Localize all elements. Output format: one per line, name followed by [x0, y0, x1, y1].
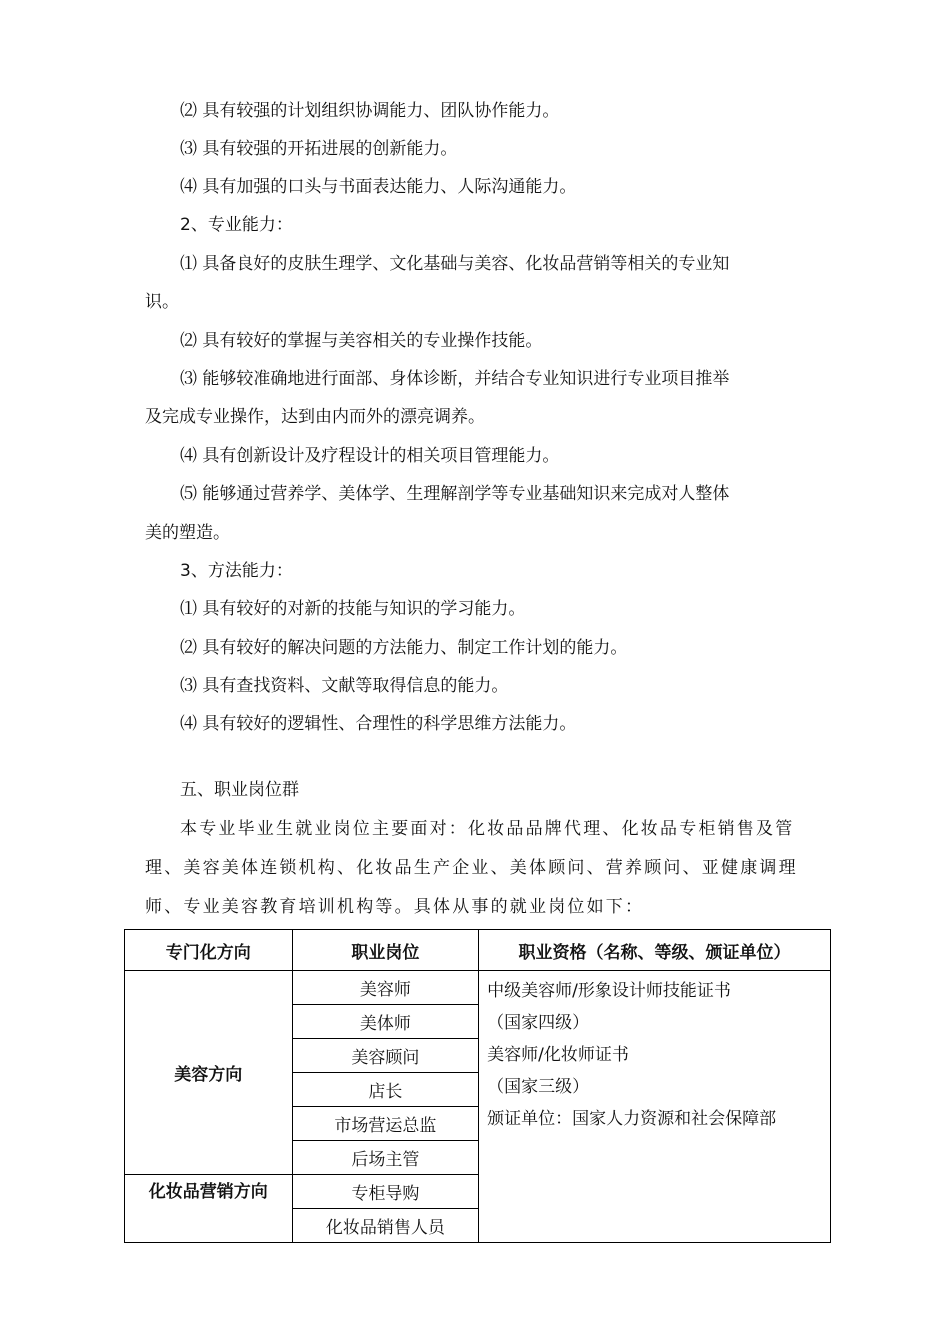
direction-cell: 美容方向	[125, 971, 293, 1175]
table-row	[125, 971, 831, 1005]
position-cell: 后场主管	[292, 1141, 479, 1175]
qualification-line: （国家三级）	[487, 1077, 590, 1097]
position-cell: 美容顾问	[292, 1039, 479, 1073]
qualification-line: 中级美容师/形象设计师技能证书	[487, 981, 731, 1001]
header-position: 职业岗位	[292, 930, 479, 971]
text-line: 美的塑造。	[145, 523, 230, 543]
text-line: ⑷ 具有较好的逻辑性、合理性的科学思维方法能力。	[180, 714, 577, 734]
text-line: ⑴ 具有较好的对新的技能与知识的学习能力。	[180, 599, 526, 619]
table-header-row	[125, 930, 831, 971]
position-cell: 美容师	[292, 971, 479, 1005]
qualification-line: （国家四级）	[487, 1013, 590, 1033]
jobs-table	[124, 929, 831, 1243]
position-cell: 美体师	[292, 1005, 479, 1039]
direction-cell: 化妆品营销方向	[125, 1175, 293, 1243]
intro-line: 本专业毕业生就业岗位主要面对：化妆品品牌代理、化妆品专柜销售及管	[180, 819, 795, 839]
text-line: 识。	[145, 292, 179, 312]
text-line: ⑴ 具备良好的皮肤生理学、文化基础与美容、化妆品营销等相关的专业知	[180, 254, 730, 274]
text-line: 及完成专业操作，达到由内而外的漂亮调养。	[145, 407, 485, 427]
text-line: ⑶ 具有较强的开拓进展的创新能力。	[180, 139, 458, 159]
subheading: 2、专业能力：	[180, 215, 293, 235]
text-line: ⑷ 具有创新设计及疗程设计的相关项目管理能力。	[180, 446, 560, 466]
qualification-line: 颁证单位：国家人力资源和社会保障部	[487, 1109, 777, 1129]
position-cell: 市场营运总监	[292, 1107, 479, 1141]
text-line: ⑵ 具有较强的计划组织协调能力、团队协作能力。	[180, 101, 560, 121]
header-direction: 专门化方向	[125, 930, 293, 971]
section-title: 五、职业岗位群	[180, 780, 299, 800]
text-line: ⑸ 能够通过营养学、美体学、生理解剖学等专业基础知识来完成对人整体	[180, 484, 730, 504]
position-cell: 店长	[292, 1073, 479, 1107]
qualification-cell	[479, 971, 831, 1243]
intro-line: 师、专业美容教育培训机构等。具体从事的就业岗位如下：	[145, 897, 645, 917]
qualification-line: 美容师/化妆师证书	[487, 1045, 629, 1065]
text-line: ⑷ 具有加强的口头与书面表达能力、人际沟通能力。	[180, 177, 577, 197]
text-line: ⑵ 具有较好的解决问题的方法能力、制定工作计划的能力。	[180, 638, 628, 658]
header-qualification: 职业资格（名称、等级、颁证单位）	[479, 930, 831, 971]
intro-line: 理、美容美体连锁机构、化妆品生产企业、美体顾问、营养顾问、亚健康调理	[145, 858, 798, 878]
subheading: 3、方法能力：	[180, 561, 293, 581]
text-line: ⑵ 具有较好的掌握与美容相关的专业操作技能。	[180, 331, 543, 351]
text-line: ⑶ 具有查找资料、文献等取得信息的能力。	[180, 676, 509, 696]
text-line: ⑶ 能够较准确地进行面部、身体诊断，并结合专业知识进行专业项目推举	[180, 369, 730, 389]
position-cell: 化妆品销售人员	[292, 1209, 479, 1243]
position-cell: 专柜导购	[292, 1175, 479, 1209]
